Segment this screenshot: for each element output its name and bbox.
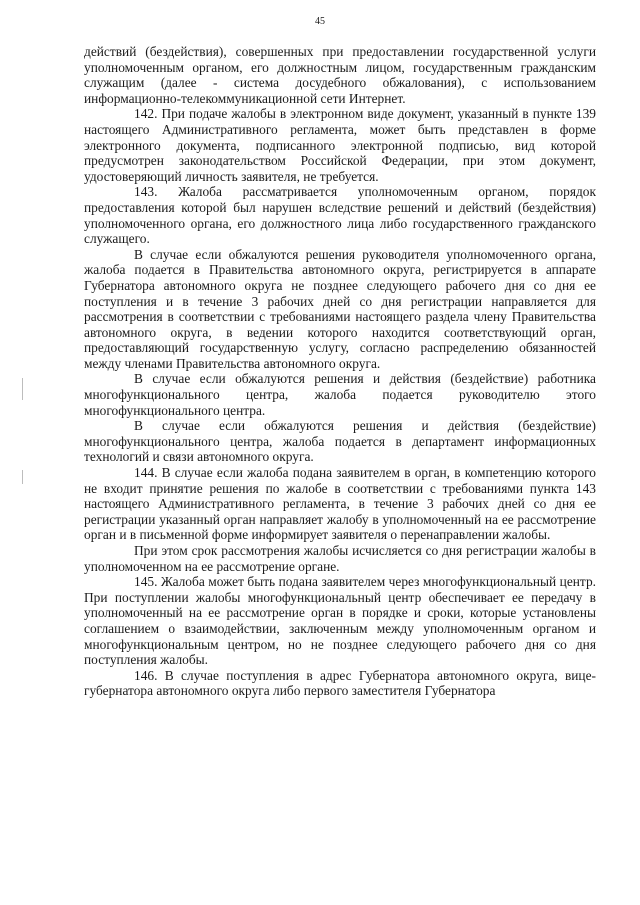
paragraph-143: 143. Жалоба рассматривается уполномоченным органом, порядок предоставления которой был нарушен вследствие решений и действий (бездействия) уполномоченного органа, его должностного лица либо государственного гражданского служащего. — [84, 184, 596, 247]
page-number: 45 — [315, 16, 325, 27]
paragraph-continuation: действий (бездействия), совершенных при предоставлении государственной услуги уполномоченным органом, его должностным лицом, государственным гражданским служащим (далее - система досудебного обжалования), с использованием информационно-телекоммуникационной сети Интернет. — [84, 44, 596, 106]
paragraph-143-mfc-employee: В случае если обжалуются решения и действия (бездействие) работника многофункционального центра, жалоба подается руководителю этого многофункционального центра. — [84, 371, 596, 418]
document-body — [84, 44, 596, 699]
paragraph-143-head-appeal: В случае если обжалуются решения руководителя уполномоченного органа, жалоба подается в Правительства автономного округа, регистрируется в аппарате Губернатора автономного округа не позднее следующего рабочего дня со дня ее поступления и в течение 3 рабочих дней со дня регистрации направляется для рассмотрения в соответствии с требованиями настоящего раздела члену Правительства автономного округа, в ведении которого находится соответствующий орган, предоставляющий государственную услугу, согласно распределению обязанностей между членами Правительства автономного округа. — [84, 246, 596, 371]
paragraph-143-mfc: В случае если обжалуются решения и действия (бездействие) многофункционального центра, жалоба подается в департамент информационных технологий и связи автономного округа. — [84, 418, 596, 465]
paragraph-144-term: При этом срок рассмотрения жалобы исчисляется со дня регистрации жалобы в уполномоченном на ее рассмотрение органе. — [84, 543, 596, 574]
paragraph-146: 146. В случае поступления в адрес Губернатора автономного округа, вице-губернатора автономного округа либо первого заместителя Губернатора — [84, 667, 596, 699]
paragraph-142: 142. При подаче жалобы в электронном виде документ, указанный в пункте 139 настоящего Административного регламента, может быть представлен в форме электронного документа, подписанного электронной подписью, вид которой предусмотрен законодательством Российской Федерации, при этом документ, удостоверяющий личность заявителя, не требуется. — [84, 106, 596, 184]
scan-edge-mark — [22, 378, 23, 400]
scan-edge-mark — [22, 470, 23, 484]
paragraph-145: 145. Жалоба может быть подана заявителем через многофункциональный центр. При поступлении жалобы многофункциональный центр обеспечивает ее передачу в уполномоченный на ее рассмотрение орган в порядке и сроки, которые установлены соглашением о взаимодействии, заключенным между уполномоченным органом и многофункциональным центром, но не позднее следующего рабочего дня со дня поступления жалобы. — [84, 574, 596, 668]
paragraph-144: 144. В случае если жалоба подана заявителем в орган, в компетенцию которого не входит принятие решения по жалобе в соответствии с требованиями пункта 143 настоящего Административного регламента, в течение 3 рабочих дней со дня ее регистрации указанный орган направляет жалобу в уполномоченный на ее рассмотрение орган и в письменной форме информирует заявителя о перенаправлении жалобы. — [84, 465, 596, 543]
